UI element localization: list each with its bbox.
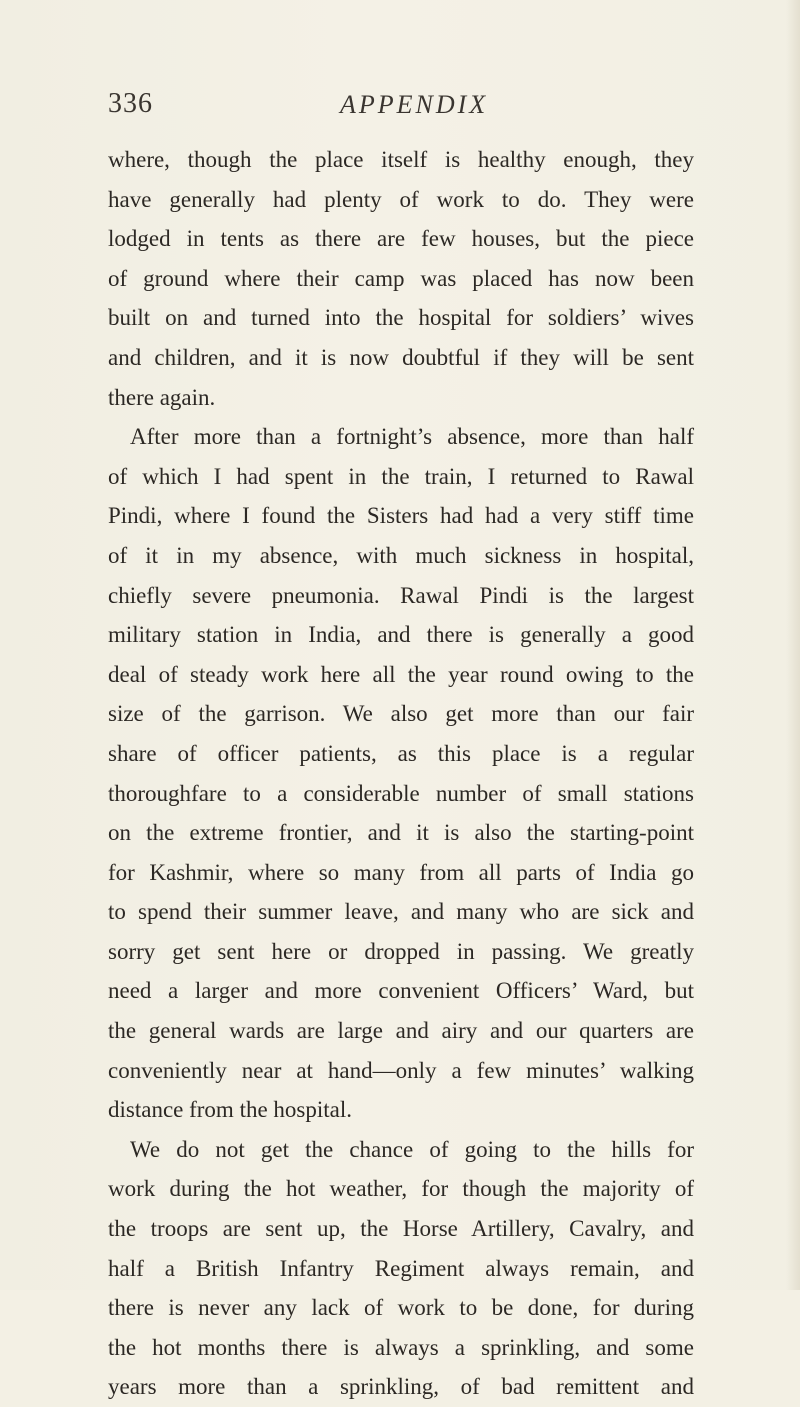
text-line: military station in India, and there is generally a good (108, 622, 694, 648)
running-title: APPENDIX (340, 90, 489, 119)
page-edge-shadow (786, 0, 800, 1290)
text-line: there again. (108, 384, 216, 410)
paragraph-first-line: We do not get the chance of going to the hills for (130, 1136, 694, 1162)
text-line: have generally had plenty of work to do. They were (108, 186, 694, 212)
text-line: chiefly severe pneumonia. Rawal Pindi is the largest (108, 582, 694, 608)
text-line: lodged in tents as there are few houses, but the piece (108, 226, 694, 252)
text-line: for Kashmir, where so many from all parts of India go (108, 859, 694, 885)
text-line: need a larger and more convenient Officers’ Ward, but (108, 978, 694, 1004)
text-line: the hot months there is always a sprinkling, and some (108, 1334, 694, 1360)
text-line: share of officer patients, as this place is a regular (108, 740, 694, 766)
page-number: 336 (108, 88, 153, 119)
text-line: of which I had spent in the train, I returned to Rawal (108, 463, 694, 489)
text-line: distance from the hospital. (108, 1097, 352, 1123)
text-line: conveniently near at hand—only a few minutes’ walking (108, 1057, 694, 1083)
text-line: where, though the place itself is healthy enough, they (108, 147, 694, 172)
text-line: deal of steady work here all the year round owing to the (108, 661, 694, 687)
text-line: half a British Infantry Regiment always remain, and (108, 1255, 694, 1281)
body-text (108, 140, 694, 1407)
text-line: the general wards are large and airy and our quarters are (108, 1018, 694, 1044)
text-line: of ground where their camp was placed has now been (108, 265, 694, 291)
text-line: built on and turned into the hospital for soldiers’ wives (108, 305, 694, 331)
text-line: and children, and it is now doubtful if they will be sent (108, 344, 694, 370)
text-line: sorry get sent here or dropped in passing. We greatly (108, 938, 694, 964)
text-line: on the extreme frontier, and it is also the starting-point (108, 820, 694, 846)
running-head (0, 88, 800, 128)
text-line: there is never any lack of work to be done, for during (108, 1295, 694, 1321)
text-line: thoroughfare to a considerable number of small stations (108, 780, 694, 806)
text-line: work during the hot weather, for though the majority of (108, 1176, 694, 1202)
text-line: years more than a sprinkling, of bad remittent and (108, 1374, 694, 1400)
text-line: to spend their summer leave, and many who are sick and (108, 899, 694, 925)
text-line: Pindi, where I found the Sisters had had a very stiff time (108, 503, 694, 529)
text-line: of it in my absence, with much sickness in hospital, (108, 542, 694, 568)
paragraph-first-line: After more than a fortnight’s absence, more than half (130, 424, 694, 450)
text-line: the troops are sent up, the Horse Artillery, Cavalry, and (108, 1216, 694, 1242)
text-line: size of the garrison. We also get more than our fair (108, 701, 694, 727)
